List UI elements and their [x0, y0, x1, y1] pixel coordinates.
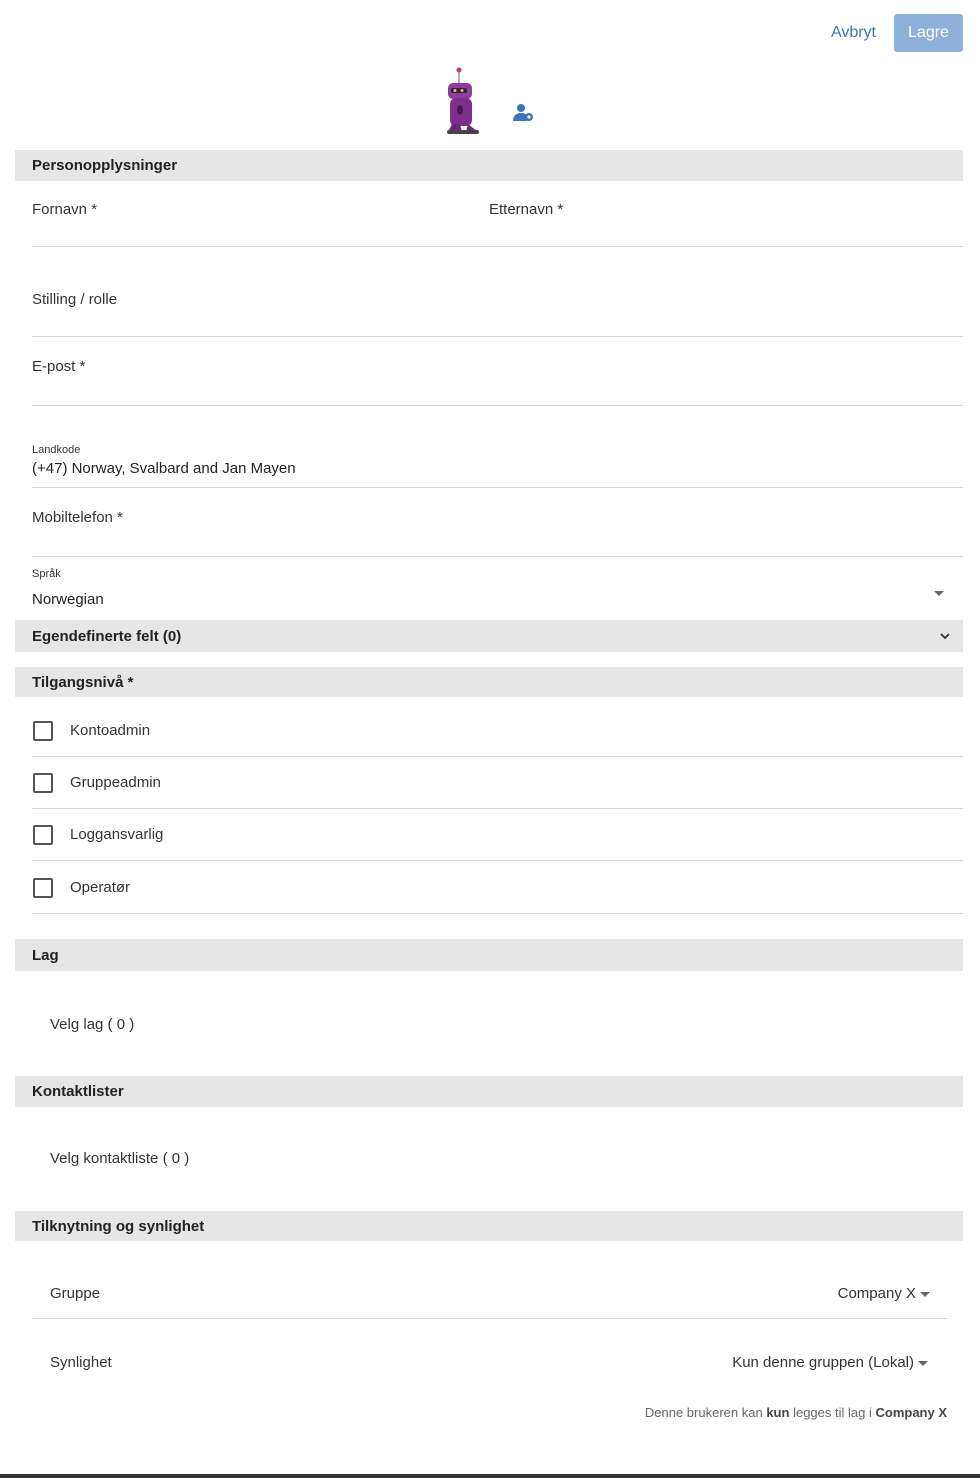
group-row	[32, 1270, 947, 1319]
section-custom-fields[interactable]	[15, 620, 963, 652]
caret-down-icon	[930, 584, 944, 601]
access-label: Operatør	[70, 879, 131, 896]
access-label: Kontoadmin	[70, 722, 151, 739]
group-label: Gruppe	[50, 1285, 101, 1302]
affiliation-note	[645, 1405, 947, 1420]
caret-down-icon	[918, 1361, 928, 1366]
note-company: Company X	[875, 1405, 947, 1420]
visibility-label: Synlighet	[50, 1354, 112, 1371]
visibility-value: Kun denne gruppen (Lokal)	[732, 1354, 914, 1371]
user-gear-icon[interactable]	[513, 103, 535, 123]
first-name-field[interactable]: Fornavn *	[32, 201, 98, 218]
language-select[interactable]	[32, 566, 963, 620]
country-code-select[interactable]	[32, 440, 963, 488]
email-field[interactable]	[32, 357, 963, 406]
note-bold: kun	[766, 1405, 790, 1420]
mobile-label: Mobiltelefon *	[32, 509, 123, 526]
country-code-value: (+47) Norway, Svalbard and Jan Mayen	[32, 460, 296, 477]
checkbox[interactable]	[33, 825, 53, 845]
checkbox[interactable]	[33, 721, 53, 741]
email-label: E-post *	[32, 358, 86, 375]
section-access-level: Tilgangsnivå *	[15, 667, 963, 697]
robot-avatar-icon[interactable]	[440, 66, 490, 138]
country-code-label: Landkode	[32, 444, 81, 456]
top-toolbar	[831, 14, 963, 52]
position-field[interactable]	[32, 290, 963, 337]
position-label: Stilling / rolle	[32, 291, 118, 308]
access-label: Loggansvarlig	[70, 826, 164, 843]
group-select[interactable]	[838, 1285, 930, 1302]
name-fields	[32, 200, 963, 247]
section-contact-lists: Kontaktlister	[15, 1076, 963, 1107]
group-value: Company X	[837, 1285, 916, 1302]
access-option-gruppeadmin[interactable]	[32, 757, 963, 809]
note-prefix: Denne brukeren kan	[644, 1405, 763, 1420]
visibility-row	[32, 1339, 947, 1387]
visibility-select[interactable]	[732, 1354, 928, 1371]
language-value: Norwegian	[32, 591, 104, 608]
checkbox[interactable]	[33, 773, 53, 793]
custom-fields-title: Egendefinerte felt (0)	[32, 627, 182, 645]
save-button[interactable]: Lagre	[894, 14, 963, 52]
select-teams-link[interactable]: Velg lag ( 0 )	[50, 1016, 135, 1033]
bottom-border	[0, 1474, 980, 1478]
caret-down-icon	[920, 1292, 930, 1297]
access-option-operator[interactable]	[32, 862, 963, 914]
access-label: Gruppeadmin	[70, 774, 161, 791]
section-personal: Personopplysninger	[15, 150, 963, 181]
section-teams: Lag	[15, 939, 963, 971]
section-affiliation: Tilknytning og synlighet	[15, 1211, 963, 1241]
mobile-field[interactable]	[32, 508, 963, 557]
access-option-kontoadmin[interactable]	[32, 705, 963, 757]
access-option-loggansvarlig[interactable]	[32, 809, 963, 861]
select-contact-list-link[interactable]: Velg kontaktliste ( 0 )	[50, 1150, 190, 1167]
chevron-down-icon	[939, 629, 951, 646]
language-label: Språk	[32, 568, 61, 580]
checkbox[interactable]	[33, 878, 53, 898]
note-middle: legges til lag i	[793, 1405, 872, 1420]
cancel-button[interactable]: Avbryt	[830, 24, 876, 41]
last-name-field[interactable]: Etternavn *	[489, 201, 564, 218]
